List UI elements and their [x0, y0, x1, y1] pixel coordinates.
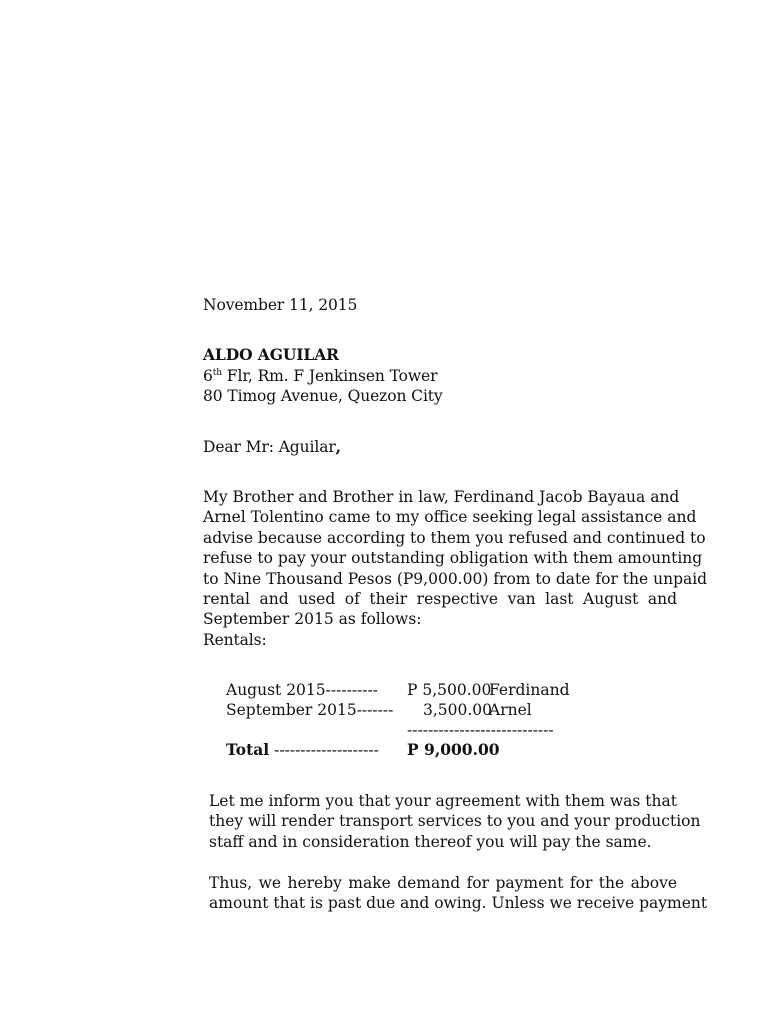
- total-row-label: [226, 740, 379, 760]
- paragraph-line: Thus, we hereby make demand for payment for the above: [209, 874, 677, 892]
- paragraph-line: Arnel Tolentino came to my office seeking legal assistance and: [203, 508, 697, 527]
- paragraph-line: refuse to pay your outstanding obligation with them amounting: [203, 549, 703, 568]
- total-separator: ----------------------------: [407, 721, 554, 739]
- paragraph-line: advise because according to them you refused and continued to: [203, 528, 706, 547]
- paragraph-line: September 2015 as follows:: [203, 610, 422, 629]
- salutation-comma: ,: [335, 437, 341, 456]
- rental-period: September 2015-------: [226, 701, 394, 719]
- recipient-address-line2: 80 Timog Avenue, Quezon City: [203, 387, 443, 405]
- recipient-address-line1: [203, 366, 437, 386]
- address-line1-rest: Flr, Rm. F Jenkinsen Tower: [221, 367, 438, 385]
- body-paragraph-1: [203, 487, 708, 630]
- body-paragraph-2: [209, 791, 701, 852]
- total-label: Total: [226, 740, 270, 759]
- recipient-name: ALDO AGUILAR: [203, 345, 339, 364]
- paragraph-line: rental and used of their respective van last August and: [203, 590, 677, 609]
- total-amount: P 9,000.00: [407, 740, 500, 759]
- rental-person: Ferdinand: [489, 681, 570, 699]
- floor-ordinal-suffix: th: [212, 368, 222, 378]
- total-dashes: --------------------: [269, 741, 379, 759]
- rental-person: Arnel: [489, 701, 532, 719]
- rental-period: August 2015----------: [226, 681, 379, 699]
- paragraph-line: Let me inform you that your agreement with them was that: [209, 792, 677, 810]
- body-paragraph-3: [209, 873, 708, 914]
- paragraph-line: they will render transport services to you and your production: [209, 812, 701, 831]
- rental-amount: P 5,500.00: [407, 681, 492, 699]
- rental-amount: 3,500.00: [423, 701, 493, 719]
- rentals-label: Rentals:: [203, 631, 267, 649]
- paragraph-line: staff and in consideration thereof you will pay the same.: [209, 832, 652, 851]
- letter-date: November 11, 2015: [203, 296, 358, 314]
- paragraph-line: amount that is past due and owing. Unless we receive payment: [209, 894, 708, 913]
- floor-number: 6: [203, 367, 213, 385]
- paragraph-line: to Nine Thousand Pesos (P9,000.00) from to date for the unpaid: [203, 569, 708, 588]
- salutation: [203, 437, 341, 457]
- salutation-text: Dear Mr: Aguilar: [203, 438, 336, 456]
- paragraph-line: My Brother and Brother in law, Ferdinand Jacob Bayaua and: [203, 488, 680, 506]
